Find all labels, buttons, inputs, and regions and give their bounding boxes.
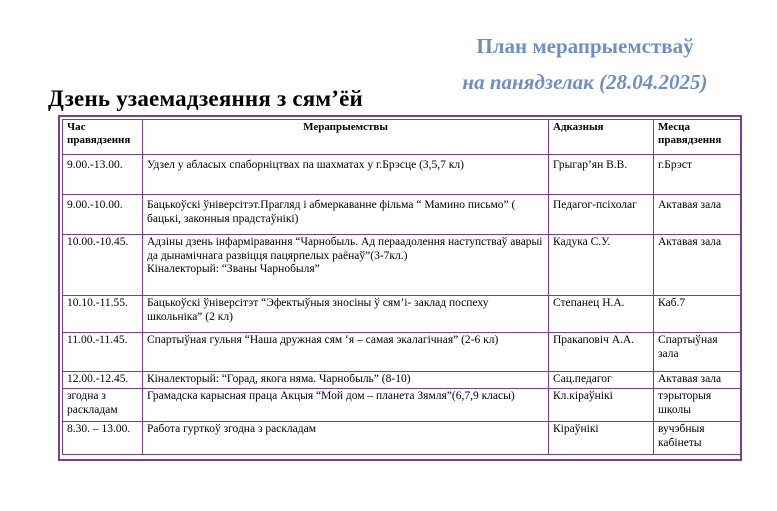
table-row (63, 333, 741, 372)
cell-place: Актавая зала (654, 235, 741, 296)
cell-time: 9.00.-10.00. (63, 195, 143, 235)
schedule-table-frame (58, 115, 742, 461)
table-row (63, 296, 741, 333)
column-header-events: Мерапрыемствы (143, 120, 549, 155)
cell-time: 8.30. – 13.00. (63, 422, 143, 455)
cell-event: Адзіны дзень інфарміравання “Чарнобыль. Ад пераадолення наступстваў аварыі да дынамічнага развіцця пацярпелых раёнаў”(3-7кл.) Кіналекторый: “Званы Чарнобыля” (143, 235, 549, 296)
cell-responsible: Кл.кіраўнікі (549, 389, 654, 422)
cell-event: Грамадска карысная праца Акцыя “Мой дом – планета Зямля”(6,7,9 класы) (143, 389, 549, 422)
cell-time: 11.00.-11.45. (63, 333, 143, 372)
cell-responsible: Степанец Н.А. (549, 296, 654, 333)
plan-title (420, 28, 750, 100)
cell-place: Каб.7 (654, 296, 741, 333)
cell-event: Работа гурткоў згодна з раскладам (143, 422, 549, 455)
cell-responsible: Сац.педагог (549, 372, 654, 389)
table-row (63, 155, 741, 195)
day-title: Дзень узаемадзеяння з сям’ёй (48, 86, 364, 111)
cell-event: Удзел у абласых спаборніцтвах па шахматах у г.Брэсце (3,5,7 кл) (143, 155, 549, 195)
schedule-table (62, 119, 741, 455)
column-header-time: Час правядзення (63, 120, 143, 155)
cell-responsible: Кадука С.У. (549, 235, 654, 296)
cell-time: 12.00.-12.45. (63, 372, 143, 389)
cell-time: 9.00.-13.00. (63, 155, 143, 195)
table-row (63, 235, 741, 296)
table-header-row (63, 120, 741, 155)
cell-event: Спартыўная гульня “Наша дружная сям ‘я – самая экалагічная” (2-6 кл) (143, 333, 549, 372)
column-header-responsible: Адказныя (549, 120, 654, 155)
cell-responsible: Педагог-псіхолаг (549, 195, 654, 235)
cell-time: згодна з раскладам (63, 389, 143, 422)
cell-place: тэрыторыя школы (654, 389, 741, 422)
cell-responsible: Пракаповіч А.А. (549, 333, 654, 372)
cell-event: Бацькоўскі ўніверсітэт.Прагляд і абмеркаванне фільма “ Мамино письмо” ( бацькі, законныя прадстаўнікі) (143, 195, 549, 235)
cell-responsible: Кіраўнікі (549, 422, 654, 455)
table-row (63, 422, 741, 455)
cell-place: г.Брэст (654, 155, 741, 195)
column-header-place: Месца правядзення (654, 120, 741, 155)
table-row (63, 389, 741, 422)
cell-time: 10.00.-10.45. (63, 235, 143, 296)
cell-event: Кіналекторый: “Горад, якога няма. Чарнобыль” (8-10) (143, 372, 549, 389)
cell-place: Спартыўная зала (654, 333, 741, 372)
cell-place: вучэбныя кабінеты (654, 422, 741, 455)
table-row (63, 195, 741, 235)
cell-event: Бацькоўскі ўніверсітэт “Эфектыўныя зносіны ў сям’і- заклад поспеху школьніка” (2 кл) (143, 296, 549, 333)
plan-title-line1: План мерапрыемстваў (476, 34, 694, 58)
cell-place: Актавая зала (654, 372, 741, 389)
plan-title-date: на панядзелак (28.04.2025) (462, 70, 708, 94)
cell-responsible: Грыгар’ян В.В. (549, 155, 654, 195)
cell-place: Актавая зала (654, 195, 741, 235)
table-row (63, 372, 741, 389)
cell-time: 10.10.-11.55. (63, 296, 143, 333)
